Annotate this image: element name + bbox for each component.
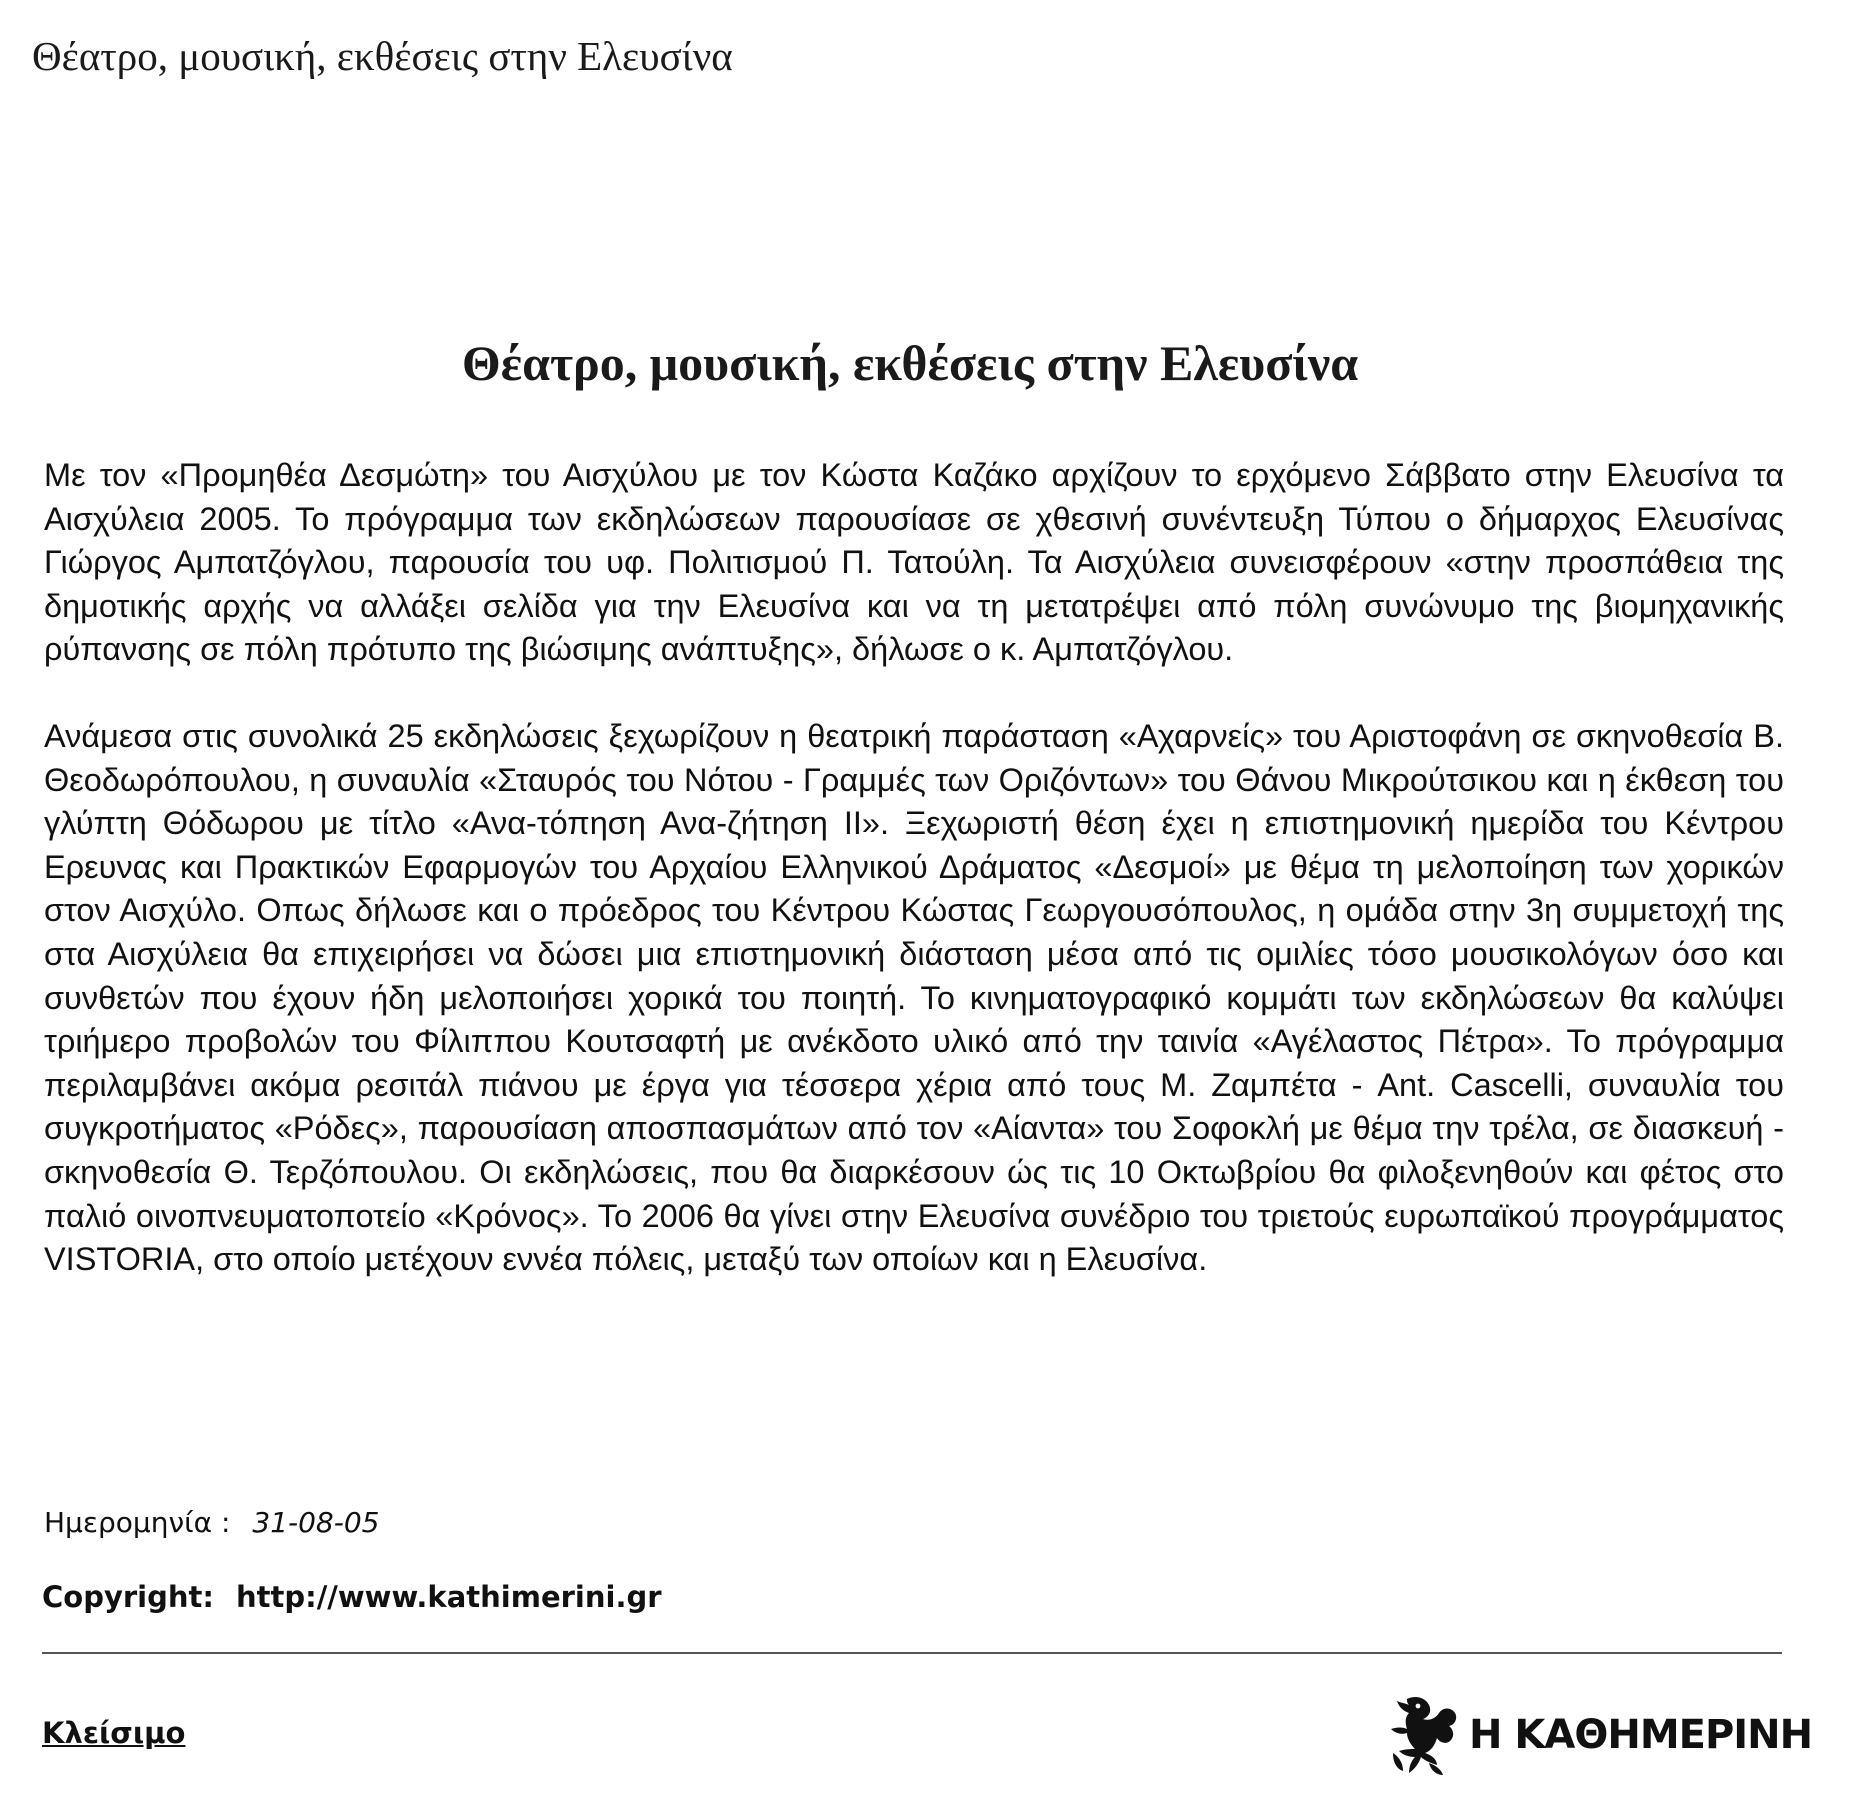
kathimerini-logo [1385,1690,1812,1780]
publication-date [44,1506,379,1539]
brand-name: Η ΚΑΘΗΜΕΡΙΝΗ [1469,1712,1813,1758]
copyright-line [42,1580,662,1614]
date-value: 31-08-05 [252,1506,380,1539]
article-paragraph-1: Με τον «Προμηθέα Δεσμώτη» του Αισχύλου με τον Κώστα Καζάκο αρχίζουν το ερχόμενο Σάββατο στην Ελευσίνα τα Αισχύλεια 2005. Το πρόγραμμα των εκδηλώσεων παρουσίασε σε χθεσινή συνέντευξη Τύπου ο δήμαρχος Ελευσίνας Γιώργος Αμπατζόγλου, παρουσία του υφ. Πολιτισμού Π. Τατούλη. Τα Αισχύλεια συνεισφέρουν «στην προσπάθεια της δημοτικής αρχής να αλλάξει σελίδα για την Ελευσίνα και να τη μετατρέψει από πόλη συνώνυμο της βιομηχανικής ρύπανσης σε πόλη πρότυπο της βιώσιμης ανάπτυξης», δήλωσε ο κ. Αμπατζόγλου. [44,457,1784,668]
article-body [44,454,1784,1325]
date-label: Ημερομηνία : [44,1506,231,1539]
griffin-emblem-icon [1385,1693,1463,1777]
window-title: Θέατρο, μουσική, εκθέσεις στην Ελευσίνα [32,33,733,79]
close-link[interactable]: Κλείσιμο [42,1716,186,1750]
copyright-label: Copyright: [42,1580,214,1614]
copyright-url: http://www.kathimerini.gr [235,1580,662,1614]
article-paragraph-2: Ανάμεσα στις συνολικά 25 εκδηλώσεις ξεχωρίζουν η θεατρική παράσταση «Αχαρνείς» του Αριστοφάνη σε σκηνοθεσία Β. Θεοδωρόπουλου, η συναυλία «Σταυρός του Νότου - Γραμμές των Οριζόντων» του Θάνου Μικρούτσικου και η έκθεση του γλύπτη Θόδωρου με τίτλο «Ανα-τόπηση Ανα-ζήτηση ΙΙ». Ξεχωριστή θέση έχει η επιστημονική ημερίδα του Κέντρου Ερευνας και Πρακτικών Εφαρμογών του Αρχαίου Ελληνικού Δράματος «Δεσμοί» με θέμα τη μελοποίηση των χορικών στον Αισχύλο. Οπως δήλωσε και ο πρόεδρος του Κέντρου Κώστας Γεωργουσόπουλος, η ομάδα στην 3η συμμετοχή της στα Αισχύλεια θα επιχειρήσει να δώσει μια επιστημονική διάσταση μέσα από τις ομιλίες τόσο μουσικολόγων όσο και συνθετών που έχουν ήδη μελοποιήσει χορικά του ποιητή. Το κινηματογραφικό κομμάτι των εκδηλώσεων θα καλύψει τριήμερο προβολών του Φίλιππου Κουτσαφτή με ανέκδοτο υλικό από την ταινία «Αγέλαστος Πέτρα». Το πρόγραμμα περιλαμβάνει ακόμα ρεσιτάλ πιάνου με έργα για τέσσερα χέρια από τους Μ. Ζαμπέτα - Ant. Cascelli, συναυλία του συγκροτήματος «Ρόδες», παρουσίαση αποσπασμάτων από τον «Αίαντα» του Σοφοκλή με θέμα την τρέλα, σε διασκευή - σκηνοθεσία Θ. Τερζόπουλου. Οι εκδηλώσεις, που θα διαρκέσουν ώς τις 10 Οκτωβρίου θα φιλοξενηθούν και φέτος στο παλιό οινοπνευματοποτείο «Κρόνος». Το 2006 θα γίνει στην Ελευσίνα συνέδριο του τριετούς ευρωπαϊκού προγράμματος VISTORIA, στο οποίο μετέχουν εννέα πόλεις, μεταξύ των οποίων και η Ελευσίνα. [44,717,1784,1278]
footer-divider [42,1652,1782,1654]
article-title: Θέατρο, μουσική, εκθέσεις στην Ελευσίνα [461,335,1359,391]
